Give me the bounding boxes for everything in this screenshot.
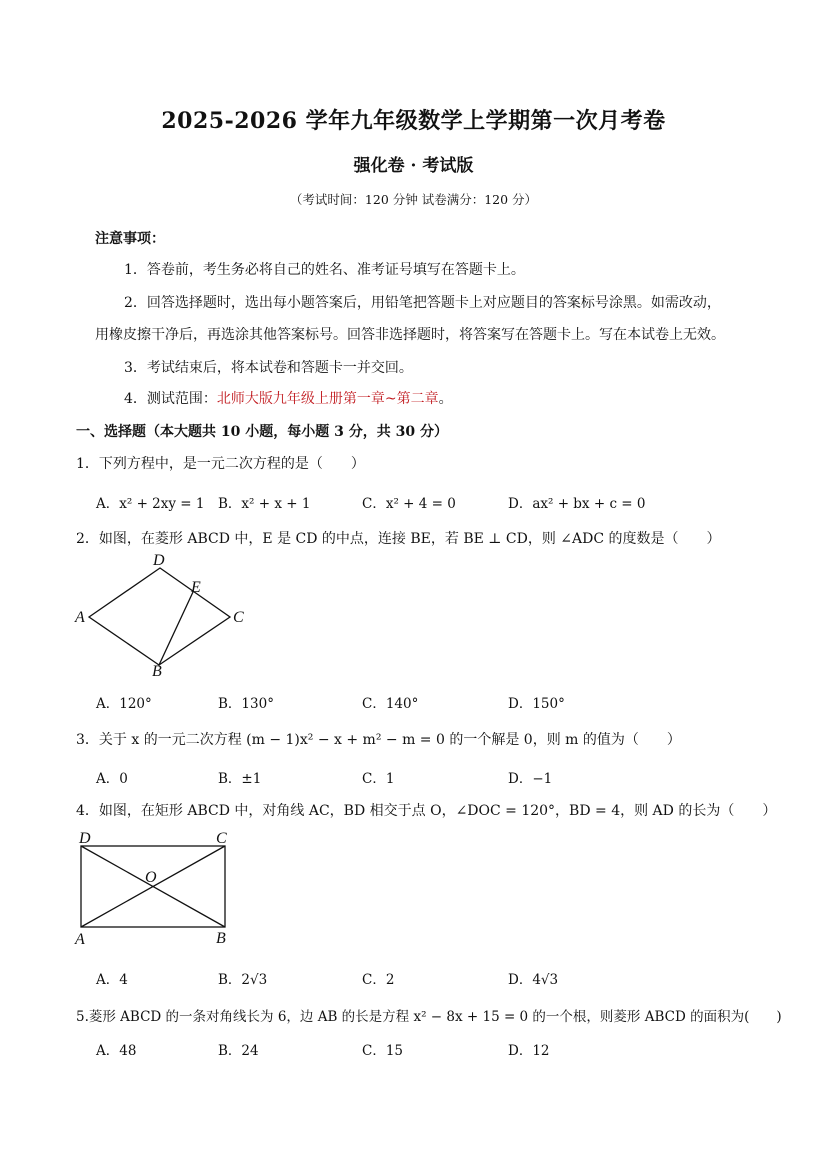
label-b: B [152,663,162,680]
label-c: C [233,609,244,626]
q5-option-a[interactable]: A．48 [96,1043,137,1059]
q3-option-a[interactable]: A．0 [96,771,128,787]
note-item: 1．答卷前，考生务必将自己的姓名、准考证号填写在答题卡上。 [124,262,525,278]
q4-option-b[interactable]: B．2√3 [218,972,268,988]
q2-option-c[interactable]: C．140° [362,696,419,712]
q4-option-d[interactable]: D．4√3 [508,972,559,988]
q3-option-c[interactable]: C．1 [362,771,395,787]
q5-option-c[interactable]: C．15 [362,1043,404,1059]
q2-option-b[interactable]: B．130° [218,696,274,712]
q3-option-d[interactable]: D．−1 [508,771,553,787]
q1-option-a[interactable]: A．x² + 2xy = 1 [96,496,205,512]
q3-option-b[interactable]: B．±1 [218,771,262,787]
label-d: D [153,552,165,569]
note-scope [124,388,453,408]
q4-option-a[interactable]: A．4 [96,972,128,988]
note-scope-value: 北师大版九年级上册第一章~第二章 [216,391,439,407]
rhombus-abcd-shape [89,568,230,665]
label-e: E [191,579,201,596]
q1-option-c[interactable]: C．x² + 4 = 0 [362,496,456,512]
question-2-stem: 2．如图，在菱形 ABCD 中，E 是 CD 的中点，连接 BE，若 BE ⊥ CD，则 ∠ADC 的度数是（ ） [76,531,721,547]
q4-option-c[interactable]: C．2 [362,972,395,988]
q1-option-d[interactable]: D．ax² + bx + c = 0 [508,496,646,512]
question-4-stem: 4．如图，在矩形 ABCD 中，对角线 AC，BD 相交于点 O，∠DOC = 120°，BD = 4，则 AD 的长为（ ） [76,803,777,819]
q1-option-b[interactable]: B．x² + x + 1 [218,496,311,512]
question-1-stem: 1．下列方程中，是一元二次方程的是（ ） [76,456,365,472]
label-c: C [216,830,227,847]
exam-meta: （考试时间：120 分钟 试卷满分：120 分） [289,192,538,207]
rectangle-figure [72,826,242,948]
label-d: D [79,830,91,847]
label-b: B [216,930,226,947]
rhombus-figure [70,552,260,680]
question-3-stem: 3．关于 x 的一元二次方程 (m − 1)x² − x + m² − m = 0 的一个解是 0，则 m 的值为（ ） [76,732,681,748]
q2-option-a[interactable]: A．120° [96,696,152,712]
q2-option-d[interactable]: D．150° [508,696,565,712]
question-5-stem: 5.菱形 ABCD 的一条对角线长为 6，边 AB 的长是方程 x² − 8x + 15 = 0 的一个根，则菱形 ABCD 的面积为( ) [76,1009,782,1025]
q5-option-b[interactable]: B．24 [218,1043,259,1059]
q5-option-d[interactable]: D．12 [508,1043,550,1059]
note-scope-label: 4．测试范围： [124,391,217,407]
label-o: O [145,869,157,886]
page-subtitle: 强化卷 · 考试版 [353,156,474,176]
note-item: 用橡皮擦干净后，再选涂其他答案标号。回答非选择题时，将答案写在答题卡上。写在本试卷上无效。 [95,327,725,343]
notes-title: 注意事项： [95,231,165,247]
note-item: 3．考试结束后，将本试卷和答题卡一并交回。 [124,360,413,376]
section-title: 一、选择题（本大题共 10 小题，每小题 3 分，共 30 分） [76,424,448,440]
note-scope-end: 。 [438,391,453,407]
note-item: 2．回答选择题时，选出每小题答案后，用铅笔把答题卡上对应题目的答案标号涂黑。如需改动， [124,295,721,311]
label-a: A [75,931,85,948]
page-title: 2025-2026 学年九年级数学上学期第一次月考卷 [161,108,666,134]
label-a: A [75,609,85,626]
